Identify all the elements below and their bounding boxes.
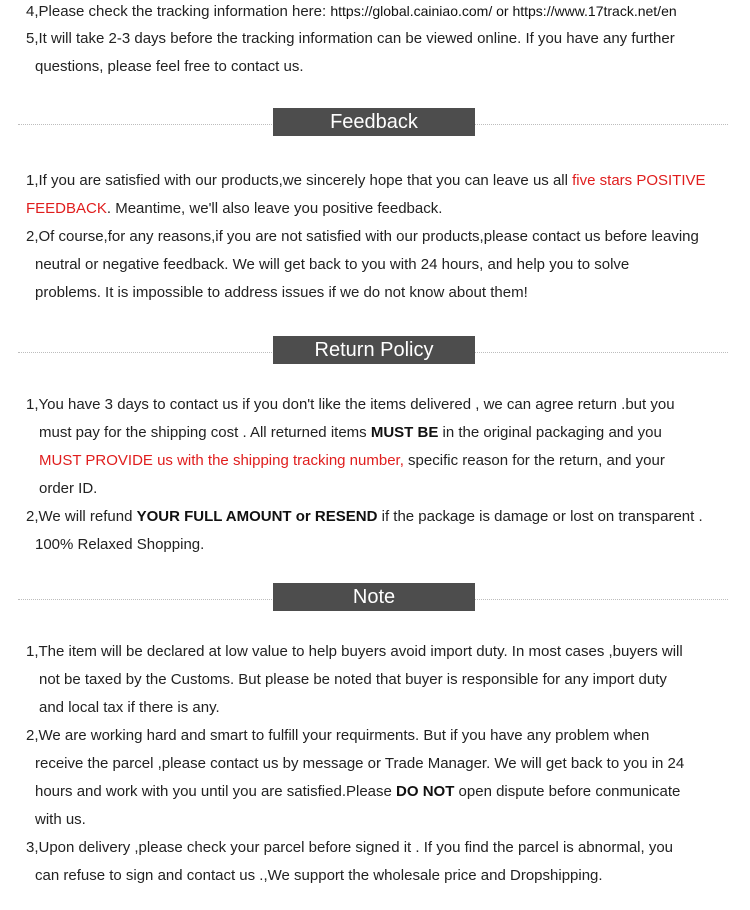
tracking-delay-line-1: 5,It will take 2-3 days before the tracking information can be viewed online. If you have any further [26,30,675,47]
return-policy-title: Return Policy [273,336,475,364]
return-item-1-line-4: order ID. [39,480,98,497]
return-item-1-line-1: 1,You have 3 days to contact us if you don't like the items delivered , we can agree return .but you [26,396,675,413]
note-title: Note [273,583,475,611]
feedback-title: Feedback [273,108,475,136]
return-policy-item-2 [0,503,750,559]
feedback-item-1 [0,167,750,223]
return-item-1-line-2-text: must pay for the shipping cost . All returned items [39,424,371,441]
note-item-3 [0,834,750,890]
tracking-delay-item [0,25,750,81]
return-policy-item-1 [0,391,750,503]
note-section-header [0,583,750,611]
note-item-2 [0,722,750,834]
return-item-1-line-3-text: specific reason for the return, and your [403,452,665,469]
note-item-2-line-3-text: hours and work with you until you are satisfied.Please [35,783,397,800]
feedback-item-2-line-2: neutral or negative feedback. We will get back to you with 24 hours, and help you to solve [35,256,630,273]
note-item-1-line-2: not be taxed by the Customs. But please be noted that buyer is responsible for any import duty [39,671,667,688]
feedback-item-1-text-2: . Meantime, we'll also leave you positive feedback. [106,200,443,217]
five-stars-highlight: five stars POSITIVE [572,172,706,189]
cainiao-link[interactable]: https://global.cainiao.com/ [330,3,493,19]
must-be-emphasis: MUST BE [370,424,439,441]
note-item-2-line-3-text-b: open dispute before conmunicate [454,783,681,800]
note-item-3-line-2: can refuse to sign and contact us .,We support the wholesale price and Dropshipping. [35,867,603,884]
full-amount-emphasis: YOUR FULL AMOUNT or RESEND [136,508,378,525]
return-policy-section-header [0,336,750,364]
feedback-section-header [0,108,750,136]
note-item-2-line-4: with us. [35,811,86,828]
must-provide-highlight: MUST PROVIDE us with the shipping tracking number, [39,452,404,469]
feedback-highlight: FEEDBACK [26,200,107,217]
tracking-info-text: 4,Please check the tracking information here: [26,3,331,20]
return-item-1-line-2-text-b: in the original packaging and you [438,424,662,441]
note-item-2-line-1: 2,We are working hard and smart to fulfill your requirments. But if you have any problem when [26,727,650,744]
note-item-3-line-1: 3,Upon delivery ,please check your parcel before signed it . If you find the parcel is abnormal, you [26,839,674,856]
note-item-1 [0,638,750,722]
note-item-1-line-1: 1,The item will be declared at low value to help buyers avoid import duty. In most cases ,buyers will [26,643,683,660]
feedback-item-2-line-3: problems. It is impossible to address issues if we do not know about them! [35,284,528,301]
note-item-2-line-2: receive the parcel ,please contact us by message or Trade Manager. We will get back to you in 24 [35,755,685,772]
tracking-delay-line-2: questions, please feel free to contact us. [35,58,304,75]
do-not-emphasis: DO NOT [396,783,455,800]
17track-link[interactable]: https://www.17track.net/en [512,3,677,19]
or-text: or [492,3,513,19]
feedback-item-1-text: 1,If you are satisfied with our products,we sincerely hope that you can leave us all [26,172,573,189]
return-item-2-line-2: 100% Relaxed Shopping. [35,536,205,553]
tracking-info-item [0,0,750,25]
feedback-item-2 [0,223,750,307]
note-item-1-line-3: and local tax if there is any. [39,699,220,716]
return-item-2-text: 2,We will refund [26,508,137,525]
feedback-item-2-line-1: 2,Of course,for any reasons,if you are not satisfied with our products,please contact us before leaving [26,228,699,245]
return-item-2-text-b: if the package is damage or lost on transparent . [377,508,703,525]
